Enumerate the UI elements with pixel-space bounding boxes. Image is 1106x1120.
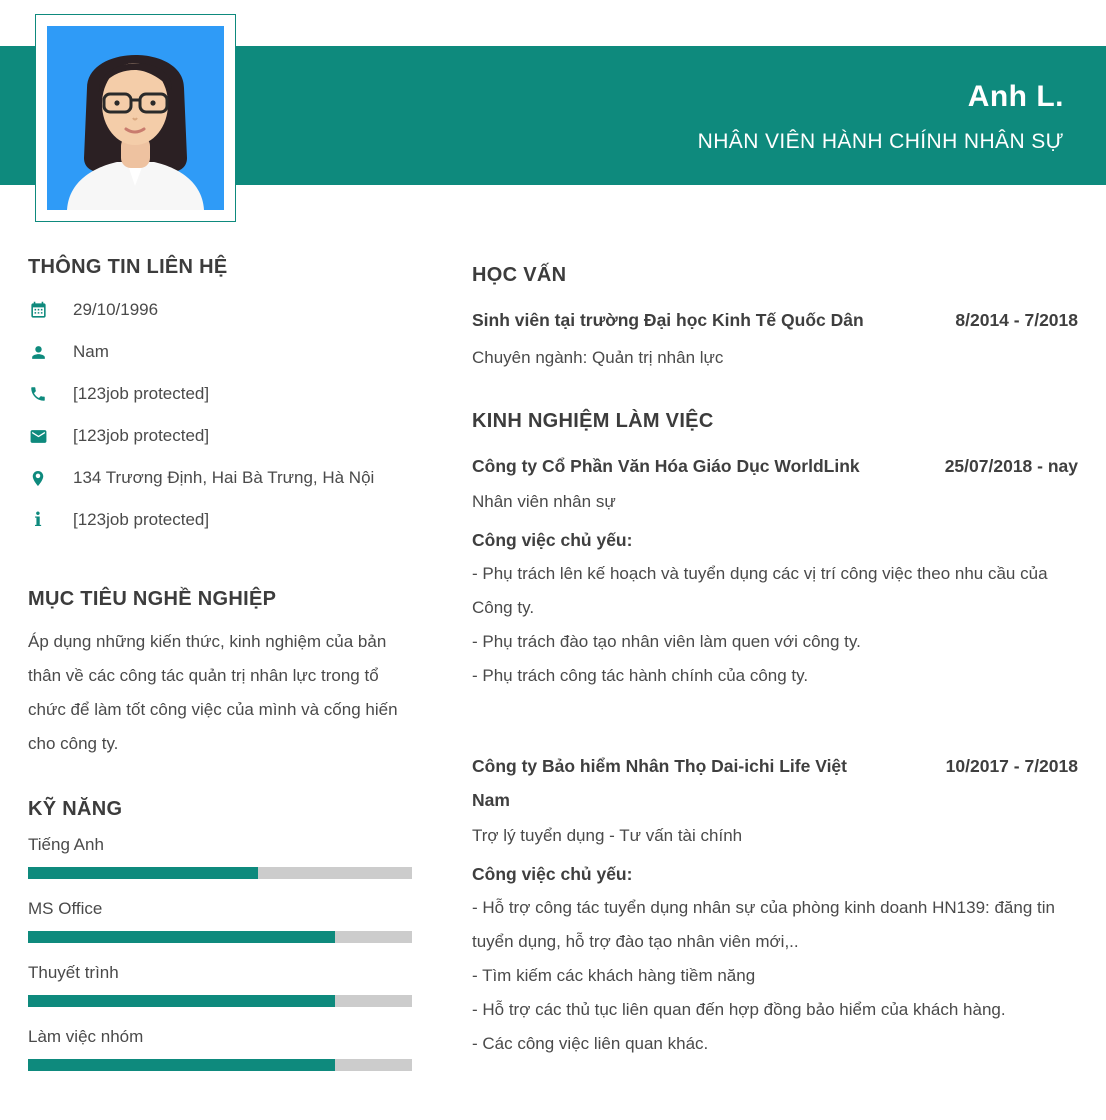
- header-text-block: [698, 80, 1064, 154]
- birthday-value: 29/10/1996: [73, 300, 159, 319]
- skills-section-heading: KỸ NĂNG: [28, 798, 123, 820]
- education-section-heading: HỌC VẤN: [472, 264, 567, 286]
- experience-entry-head: [472, 449, 1078, 483]
- objective-section-heading: MỤC TIÊU NGHỀ NGHIỆP: [28, 588, 277, 610]
- contact-row-birthday: [28, 289, 412, 331]
- experience-section-heading: KINH NGHIỆM LÀM VIỆC: [472, 410, 714, 432]
- tasks-label: Công việc chủ yếu:: [472, 530, 633, 550]
- candidate-job-title: NHÂN VIÊN HÀNH CHÍNH NHÂN SỰ: [697, 130, 1064, 153]
- candidate-name: Anh L.: [967, 80, 1064, 113]
- left-column: [28, 255, 412, 1071]
- task-item: - Các công việc liên quan khác.: [472, 1034, 709, 1053]
- task-item: - Hỗ trợ các thủ tục liên quan đến hợp đồng bảo hiểm của khách hàng.: [472, 1000, 1006, 1019]
- right-column: [472, 255, 1078, 1061]
- skill-bar-track: [28, 1059, 412, 1071]
- skill-item: [28, 897, 412, 943]
- task-list: [472, 557, 1078, 693]
- skill-label: MS Office: [28, 899, 103, 918]
- experience-date: 10/2017 - 7/2018: [945, 756, 1078, 776]
- job-position: Trợ lý tuyển dụng - Tư vấn tài chính: [472, 826, 743, 845]
- company-name: Công ty Bảo hiểm Nhân Thọ Dai-ichi Life Việt Nam: [472, 756, 847, 810]
- contact-section-heading: THÔNG TIN LIÊN HỆ: [28, 256, 228, 278]
- task-item: - Hỗ trợ công tác tuyển dụng nhân sự của phòng kinh doanh HN139: đăng tin tuyển dụng, hỗ trợ đào tạo nhân viên mới,..: [472, 898, 1055, 951]
- task-item: - Tìm kiếm các khách hàng tiềm năng: [472, 966, 756, 985]
- email-icon: [28, 427, 48, 446]
- calendar-icon: [28, 301, 48, 320]
- tasks-label: Công việc chủ yếu:: [472, 864, 633, 884]
- skill-bar-track: [28, 995, 412, 1007]
- info-icon: i: [34, 509, 42, 531]
- skill-bar-fill: [28, 995, 335, 1007]
- user-icon: [28, 343, 48, 362]
- contact-row-address: [28, 457, 412, 499]
- skill-bar-fill: [28, 1059, 335, 1071]
- skill-bar-fill: [28, 867, 258, 879]
- skill-bar-track: [28, 931, 412, 943]
- skill-label: Thuyết trình: [28, 963, 119, 982]
- address-value: 134 Trương Định, Hai Bà Trưng, Hà Nội: [73, 468, 375, 487]
- job-position: Nhân viên nhân sự: [472, 492, 616, 511]
- skills-list: [28, 833, 412, 1071]
- contact-row-extra: [28, 499, 412, 541]
- location-icon: [28, 469, 48, 488]
- skill-item: [28, 833, 412, 879]
- experience-entry: [472, 749, 1078, 1061]
- extra-info-value: [123job protected]: [73, 510, 210, 529]
- objective-text: Áp dụng những kiến thức, kinh nghiệm của bản thân về các công tác quản trị nhân lực trong tổ chức để làm tốt công việc của mình và cống hiến cho công ty.: [28, 632, 398, 753]
- skill-bar-fill: [28, 931, 335, 943]
- task-item: - Phụ trách đào tạo nhân viên làm quen với công ty.: [472, 632, 861, 651]
- email-value: [123job protected]: [73, 426, 210, 445]
- task-item: - Phụ trách công tác hành chính của công ty.: [472, 666, 809, 685]
- phone-icon: [28, 385, 48, 403]
- contact-list: [28, 289, 412, 541]
- contact-row-phone: [28, 373, 412, 415]
- skill-label: Làm việc nhóm: [28, 1027, 144, 1046]
- profile-photo-frame: [35, 14, 236, 222]
- education-entry-head: [472, 303, 1078, 337]
- education-title: Sinh viên tại trường Đại học Kinh Tế Quốc Dân: [472, 310, 864, 330]
- company-name: Công ty Cổ Phần Văn Hóa Giáo Dục WorldLink: [472, 456, 860, 476]
- task-item: - Phụ trách lên kế hoạch và tuyển dụng các vị trí công việc theo nhu cầu của Công ty.: [472, 564, 1048, 617]
- education-major: Chuyên ngành: Quản trị nhân lực: [472, 348, 724, 367]
- education-date: 8/2014 - 7/2018: [955, 310, 1078, 330]
- profile-photo: [47, 26, 224, 210]
- skill-bar-track: [28, 867, 412, 879]
- skill-item: [28, 961, 412, 1007]
- task-list: [472, 891, 1078, 1061]
- experience-entry: [472, 449, 1078, 693]
- phone-value: [123job protected]: [73, 384, 210, 403]
- contact-row-gender: [28, 331, 412, 373]
- skill-item: [28, 1025, 412, 1071]
- contact-row-email: [28, 415, 412, 457]
- gender-value: Nam: [73, 342, 109, 361]
- education-entry: [472, 303, 1078, 375]
- main-content: [28, 255, 1078, 1071]
- experience-entry-head: [472, 749, 1078, 817]
- skill-label: Tiếng Anh: [28, 835, 104, 854]
- experience-date: 25/07/2018 - nay: [944, 456, 1078, 476]
